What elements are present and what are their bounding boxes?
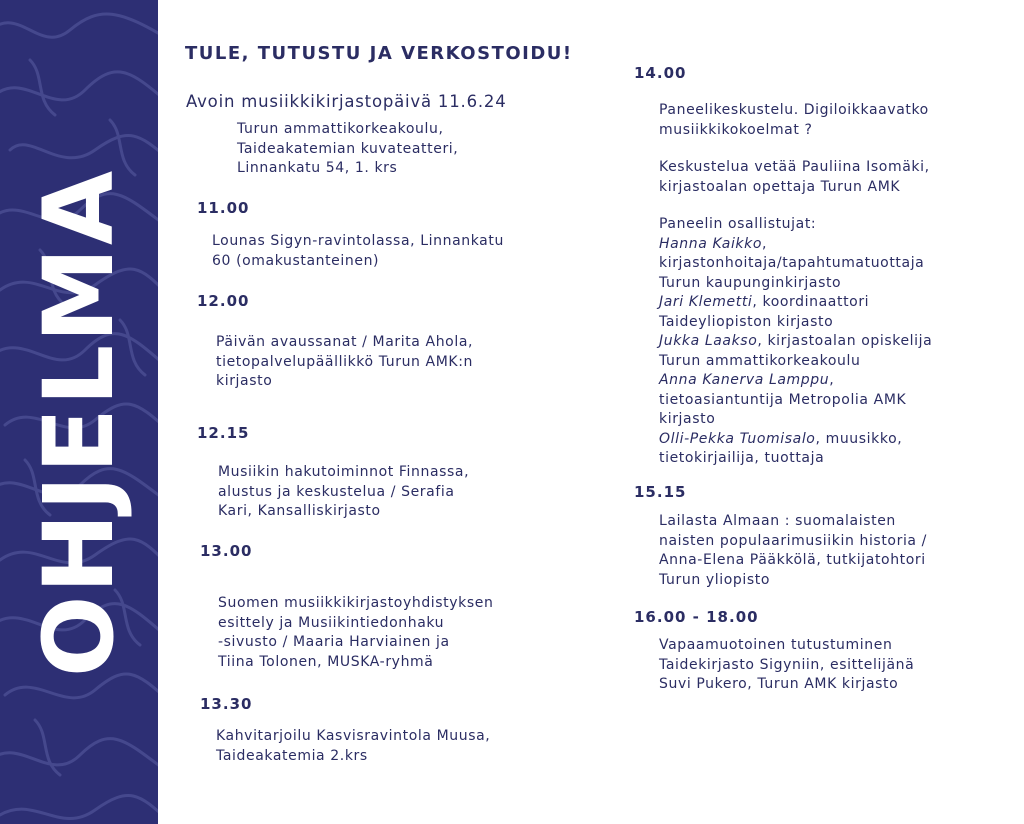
item-line: Taidekirjasto Sigyniin, esittelijänä: [659, 656, 915, 673]
time-1400: 14.00: [634, 64, 687, 82]
panelist-line: Taideyliopiston kirjasto: [659, 313, 834, 330]
item-line: Taideakatemia 2.krs: [216, 747, 368, 764]
item-1400-topic: [659, 101, 929, 140]
panelist-line: Jari Klemetti, koordinaattori: [659, 294, 870, 310]
panelist-line: tietoasiantuntija Metropolia AMK: [659, 391, 907, 408]
sidebar-banner: [0, 0, 158, 824]
item-1215: [218, 463, 469, 522]
panelist-line: tietokirjailija, tuottaja: [659, 450, 825, 466]
panelist-line: kirjastonhoitaja/tapahtumatuottaja: [659, 255, 925, 271]
item-line: kirjasto: [216, 373, 273, 389]
item-line: Kari, Kansalliskirjasto: [218, 503, 381, 519]
vertical-program-title: OHJELMA: [23, 168, 135, 678]
panelist-line: Olli-Pekka Tuomisalo, muusikko,: [659, 430, 903, 447]
item-line: alustus ja keskustelua / Serafia: [218, 483, 455, 500]
page-title: TULE, TUTUSTU JA VERKOSTOIDU!: [185, 43, 573, 64]
item-line: naisten populaarimusiikin historia /: [659, 532, 927, 549]
item-line: Kahvitarjoilu Kasvisravintola Muusa,: [216, 728, 491, 744]
item-1200: [216, 333, 473, 392]
panelist-name: Jukka Laakso: [659, 333, 758, 349]
item-line: Suomen musiikkikirjastoyhdistyksen: [218, 595, 494, 611]
panelist-line: kirjasto: [659, 411, 716, 427]
time-1215: 12.15: [197, 424, 250, 442]
item-1600: [659, 636, 914, 695]
panel-heading: Paneelin osallistujat:: [659, 216, 817, 232]
time-1200: 12.00: [197, 292, 250, 310]
time-1100: 11.00: [197, 199, 250, 217]
venue-line: Taideakatemian kuvateatteri,: [237, 140, 459, 157]
time-1600: 16.00 - 18.00: [634, 608, 759, 626]
item-line: Lounas Sigyn-ravintolassa, Linnankatu: [212, 233, 504, 249]
item-line: 60 (omakustanteinen): [212, 252, 380, 269]
item-line: Anna-Elena Pääkkölä, tutkijatohtori: [659, 552, 926, 568]
panelists-list: [659, 215, 932, 469]
item-line: -sivusto / Maaria Harviainen ja: [218, 634, 450, 650]
item-line: musiikkikokoelmat ?: [659, 121, 813, 138]
item-line: Suvi Pukero, Turun AMK kirjasto: [659, 676, 899, 692]
panelist-line: Turun ammattikorkeakoulu: [659, 352, 861, 369]
panelist-name: Olli-Pekka Tuomisalo: [659, 430, 816, 447]
item-line: esittely ja Musiikintiedonhaku: [218, 614, 445, 631]
item-line: tietopalvelupäällikkö Turun AMK:n: [216, 353, 473, 370]
item-line: Musiikin hakutoiminnot Finnassa,: [218, 464, 470, 480]
time-1330: 13.30: [200, 695, 253, 713]
event-subtitle: Avoin musiikkikirjastopäivä 11.6.24: [186, 92, 507, 111]
item-1100: [212, 232, 504, 271]
panelist-line: Anna Kanerva Lamppu,: [659, 372, 835, 388]
item-line: Turun yliopisto: [659, 571, 771, 588]
panelist-name: Jari Klemetti: [659, 294, 753, 310]
item-line: kirjastoalan opettaja Turun AMK: [659, 178, 901, 195]
panelist-line: Turun kaupunginkirjasto: [659, 274, 842, 291]
time-1300: 13.00: [200, 542, 253, 560]
panelist-line: Hanna Kaikko,: [659, 235, 768, 252]
item-1330: [216, 727, 490, 766]
venue-line: Linnankatu 54, 1. krs: [237, 160, 398, 176]
venue-address: [237, 120, 458, 179]
panelist-line: Jukka Laakso, kirjastoalan opiskelija: [659, 333, 933, 349]
item-line: Päivän avaussanat / Marita Ahola,: [216, 334, 474, 350]
item-line: Paneelikeskustelu. Digiloikkaavatko: [659, 102, 929, 118]
item-line: Lailasta Almaan : suomalaisten: [659, 513, 896, 529]
item-1400-moderator: [659, 158, 930, 197]
item-line: Vapaamuotoinen tutustuminen: [659, 637, 893, 653]
item-1300: [218, 594, 493, 672]
time-1515: 15.15: [634, 483, 687, 501]
item-line: Tiina Tolonen, MUSKA-ryhmä: [218, 653, 434, 670]
item-line: Keskustelua vetää Pauliina Isomäki,: [659, 159, 930, 175]
venue-line: Turun ammattikorkeakoulu,: [237, 121, 444, 137]
panelist-name: Hanna Kaikko: [659, 235, 763, 252]
item-1515: [659, 512, 927, 590]
panelist-name: Anna Kanerva Lamppu: [659, 372, 830, 388]
